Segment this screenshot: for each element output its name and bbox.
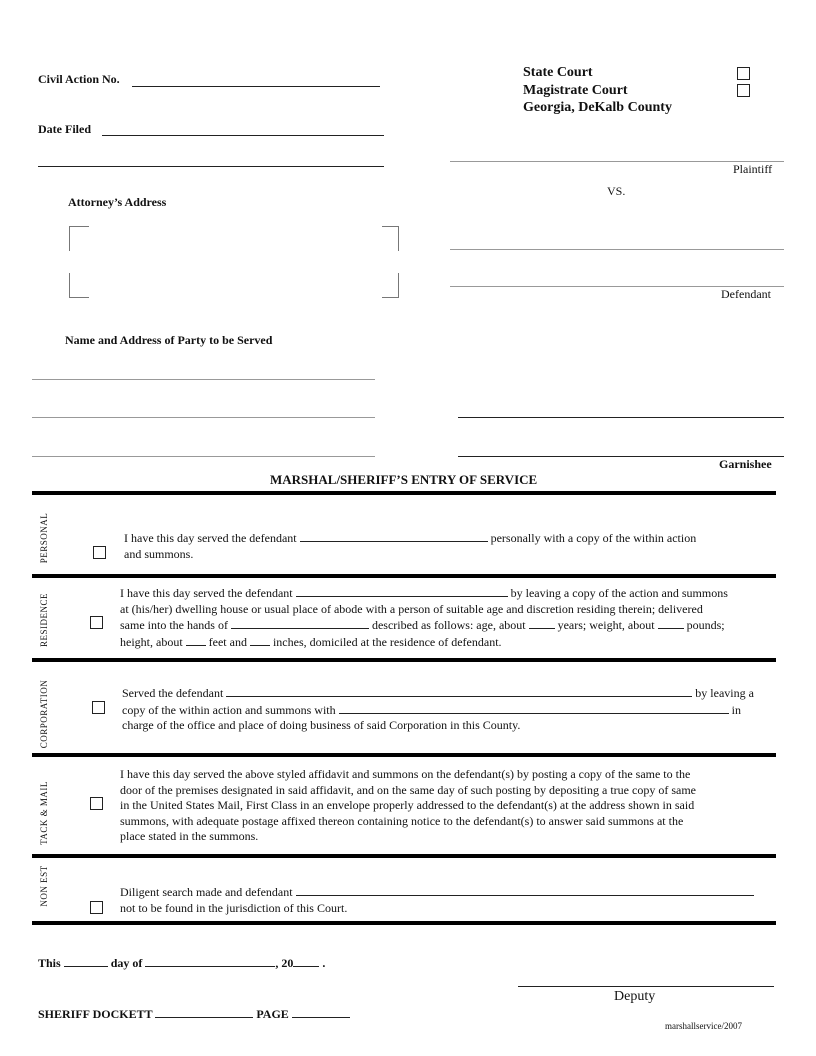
corporation-text: Served the defendant by leaving a copy of the within action and summons with in charge of the office and place of doing business of said Corporation in this County.	[122, 686, 754, 732]
civil-action-label: Civil Action No.	[38, 72, 120, 86]
non-est-side-label: NON EST	[39, 865, 49, 907]
form-id: marshallservice/2007	[665, 1021, 742, 1031]
residence-checkbox[interactable]	[90, 616, 103, 629]
docket-line: SHERIFF DOCKETT PAGE	[38, 1006, 350, 1022]
vs-label: VS.	[607, 184, 626, 198]
deputy-label: Deputy	[614, 989, 656, 1004]
party-served-line-1[interactable]	[32, 379, 375, 380]
personal-checkbox[interactable]	[93, 546, 106, 559]
party-served-label: Name and Address of Party to be Served	[65, 333, 273, 347]
residence-height-inches-blank[interactable]	[250, 634, 270, 646]
tack-mail-side-label: TACK & MAIL	[39, 781, 49, 845]
attorney-name-field[interactable]	[38, 166, 384, 167]
day-blank[interactable]	[64, 955, 108, 967]
year-blank[interactable]	[293, 955, 319, 967]
tack-mail-checkbox[interactable]	[90, 797, 103, 810]
corporation-checkbox[interactable]	[92, 701, 105, 714]
section-rule-3	[32, 658, 776, 662]
section-rule-4	[32, 753, 776, 757]
personal-side-label: PERSONAL	[39, 512, 49, 564]
non-est-defendant-blank[interactable]	[296, 884, 754, 896]
plaintiff-label: Plaintiff	[733, 162, 773, 176]
non-est-text: Diligent search made and defendant not to be found in the jurisdiction of this Court.	[120, 884, 776, 916]
deputy-signature-line[interactable]	[518, 986, 774, 987]
party-served-line-2[interactable]	[32, 417, 375, 418]
personal-defendant-blank[interactable]	[300, 530, 488, 542]
residence-recipient-blank[interactable]	[231, 617, 369, 629]
garnishee-label: Garnishee	[719, 457, 772, 471]
county-label: Georgia, DeKalb County	[523, 100, 672, 115]
section-rule-bottom	[32, 921, 776, 925]
entry-title: MARSHAL/SHERIFF’S ENTRY OF SERVICE	[270, 472, 538, 487]
date-filed-label: Date Filed	[38, 122, 91, 136]
personal-text: I have this day served the defendant personally with a copy of the within action and summons.	[124, 531, 697, 561]
corporation-defendant-blank[interactable]	[226, 685, 692, 697]
residence-defendant-blank[interactable]	[296, 585, 508, 597]
magistrate-court-checkbox[interactable]	[737, 84, 750, 97]
state-court-label: State Court	[523, 65, 593, 80]
residence-weight-blank[interactable]	[658, 617, 684, 629]
party-served-line-3[interactable]	[32, 456, 375, 457]
magistrate-court-label: Magistrate Court	[523, 83, 628, 98]
residence-text: I have this day served the defendant by leaving a copy of the action and summons at (his/her) dwelling house or usual place of abode with a person of suitable age and discretion residing therein; delivered same into the hands of described as follows: age, about years; weight, about pounds; height, about feet and inches, domiciled at the residence of defendant.	[120, 586, 728, 649]
residence-age-blank[interactable]	[529, 617, 555, 629]
garnishee-line-1[interactable]	[458, 417, 784, 418]
tack-mail-text: I have this day served the above styled affidavit and summons on the defendant(s) by posting a copy of the same to the door of the premises designated in said affidavit, and on the same day of such posting by depositing a true copy of same in the United States Mail, First Class in an envelope properly addressed to the defendant(s) at the address shown in said summons, with adequate postage affixed thereon containing notice to the defendant(s) to answer said summons at the place stated in the summons.	[120, 767, 696, 843]
date-line: This day of , 20 .	[38, 956, 326, 970]
page-blank[interactable]	[292, 1006, 350, 1018]
residence-height-feet-blank[interactable]	[186, 634, 206, 646]
corporation-side-label: CORPORATION	[39, 679, 49, 749]
civil-action-field[interactable]	[132, 86, 380, 87]
attorney-address-label: Attorney’s Address	[68, 195, 167, 209]
date-filed-field[interactable]	[102, 135, 384, 136]
corporation-person-blank[interactable]	[339, 702, 729, 714]
non-est-checkbox[interactable]	[90, 901, 103, 914]
defendant-line-1[interactable]	[450, 249, 784, 250]
month-blank[interactable]	[145, 955, 275, 967]
section-rule-5	[32, 854, 776, 858]
section-rule-2	[32, 574, 776, 578]
residence-side-label: RESIDENCE	[39, 593, 49, 647]
docket-blank[interactable]	[155, 1006, 253, 1018]
state-court-checkbox[interactable]	[737, 67, 750, 80]
defendant-label: Defendant	[721, 287, 771, 301]
attorney-address-box[interactable]	[69, 226, 399, 298]
section-rule-top	[32, 491, 776, 495]
